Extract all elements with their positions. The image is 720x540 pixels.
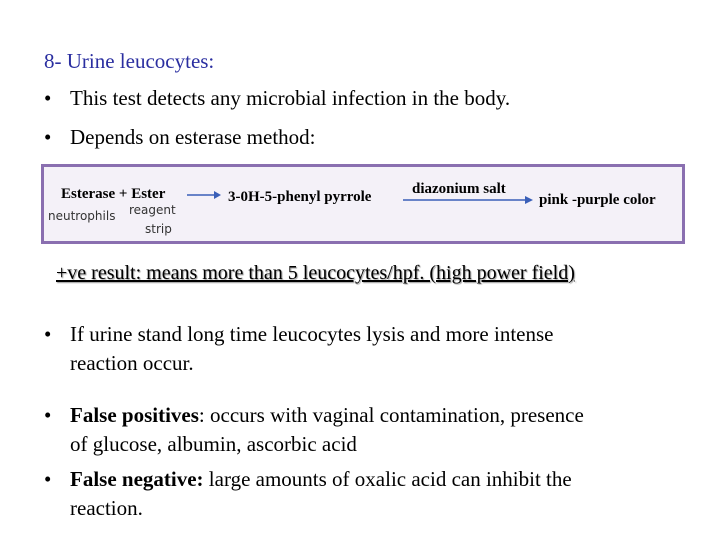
false-negative-line-1: [70, 465, 704, 494]
esterase-ester-label: Esterase + Ester: [61, 186, 166, 202]
bullet-dot: •: [44, 322, 52, 346]
positive-result-line: +ve result: means more than 5 leucocytes/hpf. (high power field): [56, 262, 575, 284]
lysis-line-2: reaction occur.: [70, 351, 194, 375]
strip-label: strip: [145, 222, 172, 236]
bullet-text: This test detects any microbial infection in the body.: [70, 86, 511, 110]
reaction-arrow-1: [186, 190, 222, 200]
false-positives-label: False positives: [70, 403, 199, 427]
pyrrole-label: 3-0H-5-phenyl pyrrole: [228, 189, 372, 205]
bullet-dot: •: [44, 467, 52, 491]
bullet-lysis: [44, 320, 684, 378]
bullet-dot: •: [44, 403, 52, 427]
bullet-false-negative: [44, 465, 704, 523]
false-positives-line-2: of glucose, albumin, ascorbic acid: [70, 432, 357, 456]
neutrophils-label: neutrophils: [48, 209, 116, 223]
bullet-dot: •: [44, 125, 52, 149]
reagent-label: reagent: [129, 203, 176, 217]
pink-purple-label: pink -purple color: [539, 192, 656, 208]
bullet-dot: •: [44, 86, 52, 110]
lysis-line-1: If urine stand long time leucocytes lysis and more intense: [70, 322, 554, 346]
diazonium-label: diazonium salt: [412, 181, 506, 197]
bullet-text: Depends on esterase method:: [70, 125, 316, 149]
page-title: 8- Urine leucocytes:: [44, 49, 215, 73]
reaction-arrow-2: [402, 194, 534, 206]
false-negative-line-2: reaction.: [70, 496, 143, 520]
false-negative-text: large amounts of oxalic acid can inhibit the: [203, 467, 572, 491]
false-positives-text: : occurs with vaginal contamination, presence: [198, 403, 584, 427]
bullet-false-positives: [44, 401, 704, 459]
false-negative-label: False negative:: [70, 467, 204, 491]
false-positives-line-1: [70, 401, 704, 430]
